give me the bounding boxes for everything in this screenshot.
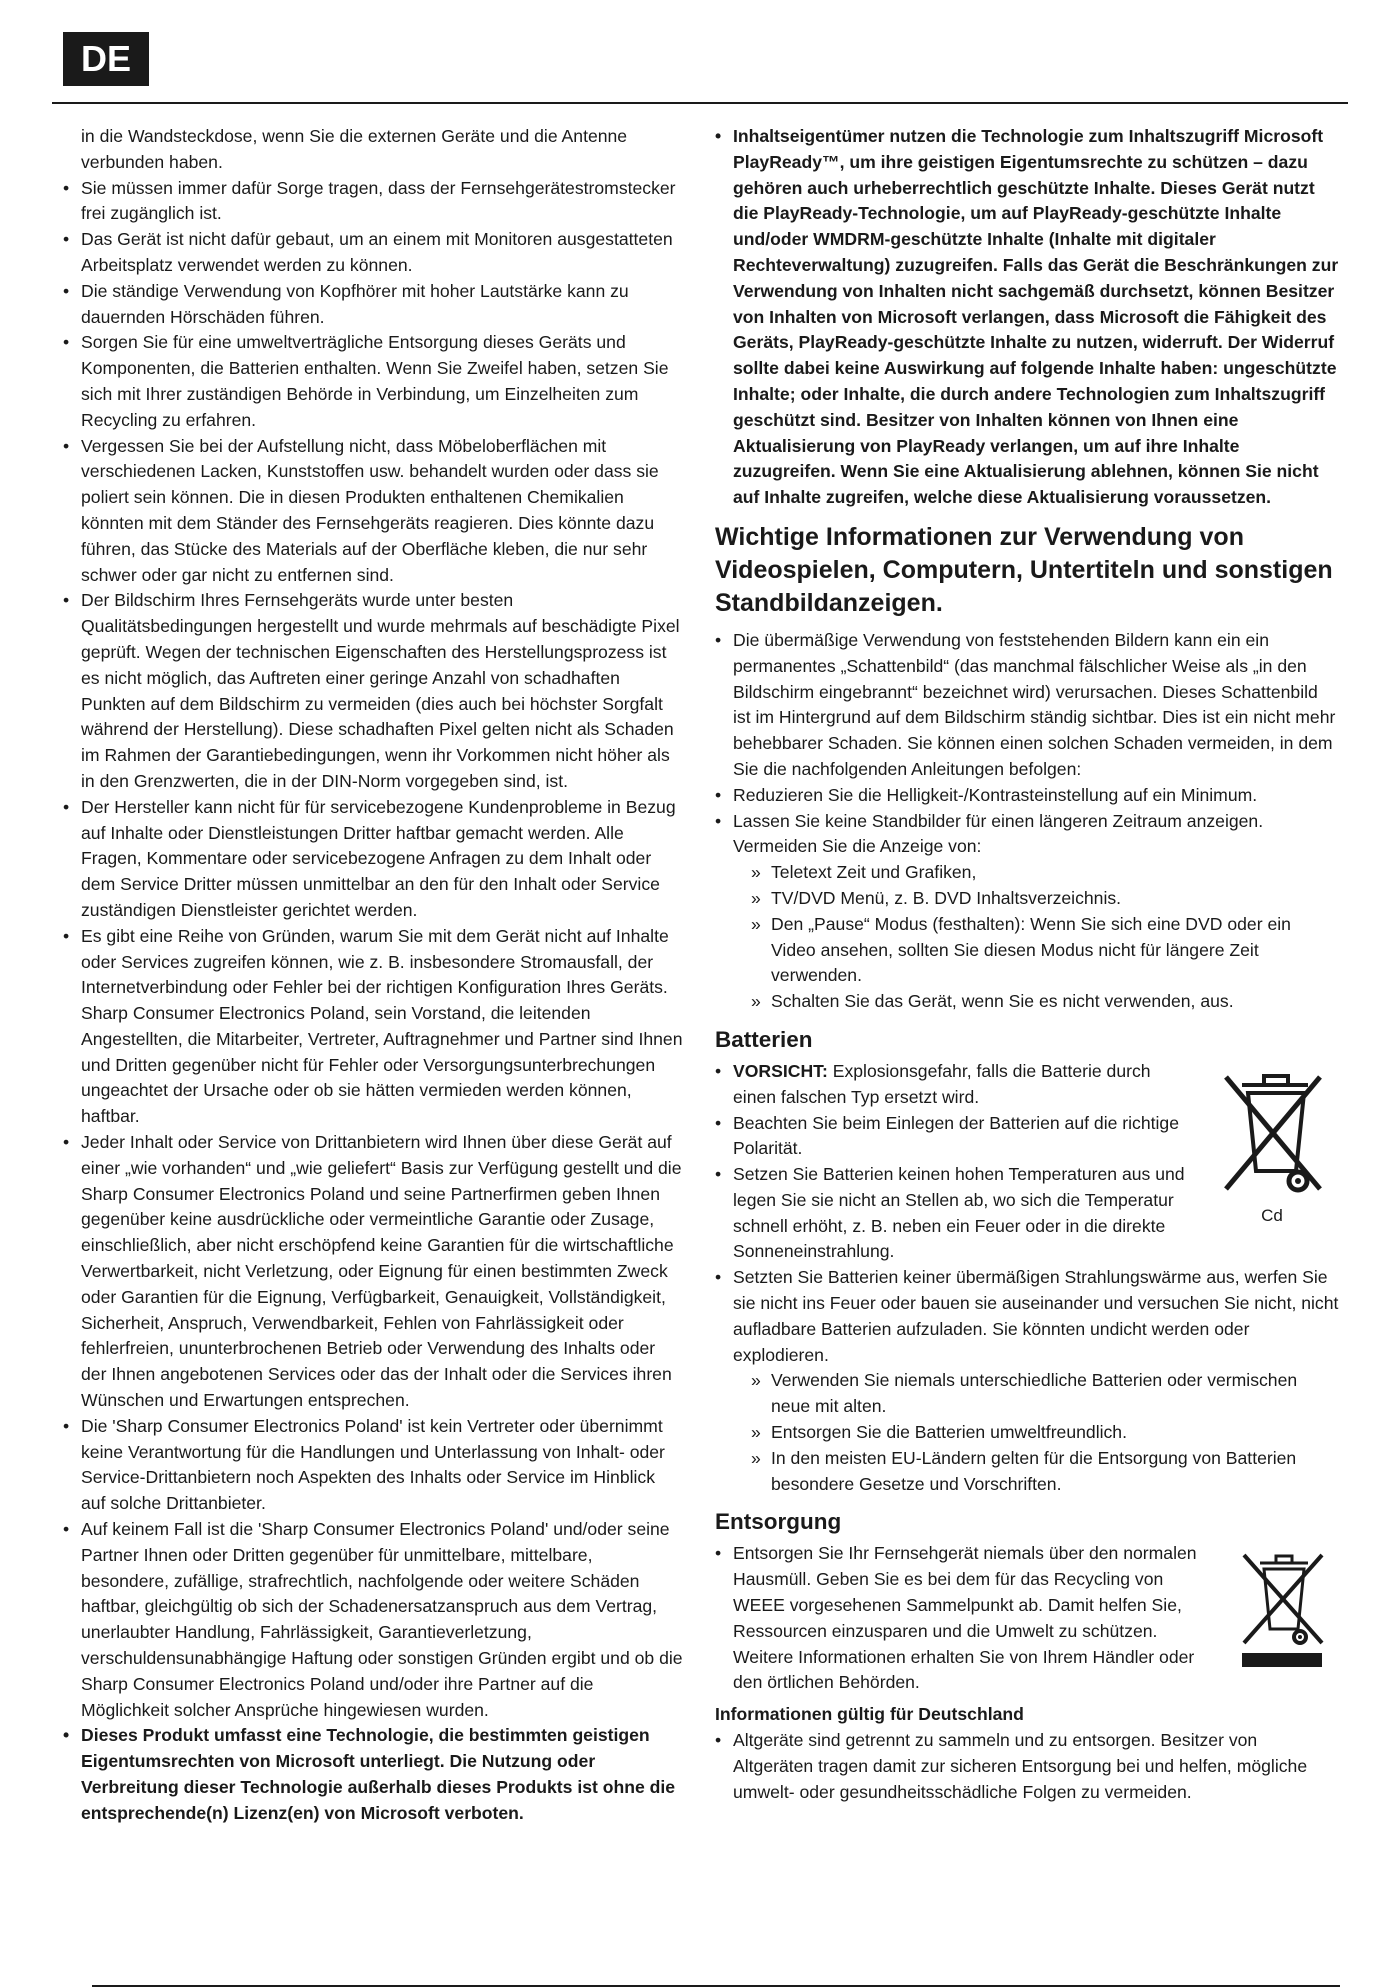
list-item: • Der Bildschirm Ihres Fernsehgeräts wurde unter besten Qualitätsbedingungen hergestellt und wurde mehrmals auf beschädigte Pixel geprüft. Wegen der technischen Eigenschaften des Herstellungsprozess ist es nicht möglich, das Auftreten einer geringe Anzahl von schadhaften Punkten auf dem Bildschirm zu vermeiden (dies auch bei höchster Sorgfalt während der Herstellung). Diese schadhaften Pixel gelten nicht als Schaden im Rahmen der Garantiebedingungen, wenn ihr Vorkommen nicht höher als in den Grenzwerten, die in der DIN-Norm vorgegeben sind, ist.: [63, 588, 683, 794]
list-item: • Sorgen Sie für eine umweltverträgliche Entsorgung dieses Geräts und Komponenten, die Batterien enthalten. Wenn Sie Zweifel haben, setzen Sie sich mit Ihrer zuständigen Behörde in Verbindung, um Einzelheiten zum Recycling zu erfahren.: [63, 330, 683, 433]
list-item: • Auf keinem Fall ist die 'Sharp Consumer Electronics Poland' und/oder seine Partner Ihnen oder Dritten gegenüber für unmittelbare, mittelbare, besondere, zufällige, strafrechtlich, nachfolgende oder weitere Schäden haftbar, gleichgültig ob sich der Schadenersatzanspruch aus dem Vertrag, unerlaubter Handlung, Fahrlässigkeit, Garantieverletzung, verschuldensunabhängige Haftung oder sonstigen Gründen ergibt und ob die Sharp Consumer Electronics Poland und/oder ihre Partner auf die Möglichkeit solcher Ansprüche hingewiesen wurden.: [63, 1517, 683, 1723]
list-item: • Es gibt eine Reihe von Gründen, warum Sie mit dem Gerät nicht auf Inhalte oder Services zugreifen können, wie z. B. insbesondere Stromausfall, der Internetverbindung oder Fehler bei der richtigen Konfiguration Ihres Geräts. Sharp Consumer Electronics Poland, sein Vorstand, die leitenden Angestellten, die Mitarbeiter, Vertreter, Auftragnehmer und Partner sind Ihnen und Dritten gegenüber nicht für Fehler oder Versorgungsunterbrechungen ungeachtet der Ursache oder ob sie hätten vermieden werden können, haftbar.: [63, 924, 683, 1130]
list-item: • Sie müssen immer dafür Sorge tragen, dass der Fernsehgerätestromstecker frei zugänglich ist.: [63, 176, 683, 228]
playready-notice: • Inhaltseigentümer nutzen die Technologie zum Inhaltszugriff Microsoft PlayReady™, um ihre geistigen Eigentumsrechte zu schützen – dazu gehören auch urheberrechtlich geschützte Inhalte. Dieses Gerät nutzt die PlayReady-Technologie, um auf PlayReady-geschützte Inhalte und/oder WMDRM-geschützte Inhalte (Inhalte mit digitaler Rechteverwaltung) zuzugreifen. Falls das Gerät die Beschränkungen zur Verwendung von Inhalten nicht sachgemäß durchsetzt, können Besitzer von Inhalten von Microsoft verlangen, dass Microsoft die Fähigkeit des Geräts, PlayReady-geschützte Inhalte zu nutzen, widerruft. Der Widerruf sollte dabei keine Auswirkung auf folgende Inhalte haben: ungeschützte Inhalte; oder Inhalte, die durch andere Technologien zum Inhaltszugriff geschützt sind. Besitzer von Inhalten können von Ihnen eine Aktualisierung von PlayReady verlangen, um auf ihre Inhalte zuzugreifen. Wenn Sie eine Aktualisierung ablehnen, können Sie nicht auf Inhalte zugreifen, welche diese Aktualisierung voraussetzen.: [715, 124, 1340, 511]
germany-heading: Informationen gültig für Deutschland: [715, 1704, 1024, 1725]
disposal-heading: Entsorgung: [715, 1509, 842, 1535]
caution-item: [715, 1059, 1340, 1111]
right-column: [715, 124, 1340, 1805]
list-item: • Jeder Inhalt oder Service von Drittanbietern wird Ihnen über diese Gerät auf einer „wie vorhanden“ und „wie geliefert“ Basis zur Verfügung gestellt und die Sharp Consumer Electronics Poland und seine Partnerfirmen geben Ihnen gegenüber keine ausdrückliche oder vermeintliche Garantie oder Zusage, einschließlich, aber nicht erschöpfend keine Garantien für die wirtschaftliche Verwertbarkeit, nicht Verletzung, oder Eignung für einen bestimmten Zweck oder Garantien für die Eignung, Verfügbarkeit, Genauigkeit, Vollständigkeit, Sicherheit, Anspruch, Verwendbarkeit, Fehlen von Fahrlässigkeit oder fehlerfreien, ununterbrochenen Betrieb oder Verwendung des Inhalts oder der Ihnen angebotenen Services oder das der Inhalt oder die Services ihren Wünschen und Erwartungen entsprechen.: [63, 1130, 683, 1414]
sub-item: » In den meisten EU-Ländern gelten für die Entsorgung von Batterien besondere Gesetze und Vorschriften.: [751, 1446, 1340, 1498]
batteries-heading: Batterien: [715, 1026, 813, 1052]
header-rule: [52, 102, 1348, 104]
list-item: • Die ständige Verwendung von Kopfhörer mit hoher Lautstärke kann zu dauernden Hörschäden führen.: [63, 279, 683, 331]
list-item: • Lassen Sie keine Standbilder für einen längeren Zeitraum anzeigen. Vermeiden Sie die Anzeige von:: [715, 809, 1340, 861]
sub-item: » Verwenden Sie niemals unterschiedliche Batterien oder vermischen neue mit alten.: [751, 1368, 1340, 1420]
sub-item: » Den „Pause“ Modus (festhalten): Wenn Sie sich eine DVD oder ein Video ansehen, sollten Sie diesen Modus nicht für längere Zeit verwenden.: [751, 912, 1340, 989]
sub-item: » Teletext Zeit und Grafiken,: [751, 860, 1340, 886]
left-column: [63, 124, 683, 1827]
disposal-section: [715, 1541, 1340, 1696]
batteries-section: [715, 1059, 1340, 1369]
list-item: • Setzten Sie Batterien keiner übermäßigen Strahlungswärme aus, werfen Sie sie nicht ins Feuer oder bauen sie auseinander und versuchen Sie nicht, nicht aufladbare Batterien aufzuladen. Sie könnten undicht werden oder explodieren.: [715, 1265, 1340, 1368]
sub-item: » Schalten Sie das Gerät, wenn Sie es nicht verwenden, aus.: [751, 989, 1340, 1015]
batteries-sublist: [715, 1368, 1340, 1497]
list-item: • Setzen Sie Batterien keinen hohen Temperaturen aus und legen Sie sie nicht an Stellen ab, wo sich die Temperatur schnell erhöht, z. B. neben ein Feuer oder in die direkte Sonneneinstrahlung.: [715, 1162, 1340, 1265]
video-sublist: [715, 860, 1340, 1015]
list-item: • Das Gerät ist nicht dafür gebaut, um an einem mit Monitoren ausgestatteten Arbeitsplatz verwendet werden zu können.: [63, 227, 683, 279]
caution-text: Explosionsgefahr, falls die Batterie durch einen falschen Typ ersetzt wird.: [733, 1060, 1151, 1107]
list-item: • Die 'Sharp Consumer Electronics Poland' ist kein Vertreter oder übernimmt keine Verantwortung für die Handlungen und Unterlassung von Inhalt- oder Service-Drittanbietern noch Aspekten des Inhalts oder Service im Hinblick auf solche Drittanbieter.: [63, 1414, 683, 1517]
list-item: • Altgeräte sind getrennt zu sammeln und zu entsorgen. Besitzer von Altgeräten tragen damit zur sicheren Entsorgung bei und helfen, mögliche umwelt- oder gesundheitsschädliche Folgen zu vermeiden.: [715, 1728, 1340, 1805]
sub-item: » Entsorgen Sie die Batterien umweltfreundlich.: [751, 1420, 1340, 1446]
list-item: • Reduzieren Sie die Helligkeit-/Kontrasteinstellung auf ein Minimum.: [715, 783, 1340, 809]
video-heading: Wichtige Informationen zur Verwendung von Videospielen, Computern, Untertiteln und sonstigen Standbildanzeigen.: [715, 522, 1333, 617]
microsoft-notice: • Dieses Produkt umfasst eine Technologie, die bestimmten geistigen Eigentumsrechten von Microsoft unterliegt. Die Nutzung oder Verbreitung dieser Technologie außerhalb dieses Produkts ist ohne die entsprechende(n) Lizenz(en) von Microsoft verboten.: [63, 1723, 683, 1826]
list-item: • Beachten Sie beim Einlegen der Batterien auf die richtige Polarität.: [715, 1111, 1340, 1163]
language-badge: DE: [63, 32, 149, 86]
sub-item: » TV/DVD Menü, z. B. DVD Inhaltsverzeichnis.: [751, 886, 1340, 912]
intro-text: in die Wandsteckdose, wenn Sie die externen Geräte und die Antenne verbunden haben.: [81, 126, 628, 172]
cd-label: Cd: [1261, 1205, 1283, 1225]
list-item: • Der Hersteller kann nicht für für servicebezogene Kundenprobleme in Bezug auf Inhalte oder Dienstleistungen Dritter haftbar gemacht werden. Alle Fragen, Kommentare oder servicebezogene Anfragen zu dem Inhalt oder dem Service Dritter müssen unmittelbar an den für den Inhalt oder Service zuständigen Dienstleister gerichtet werden.: [63, 795, 683, 924]
list-item: • Die übermäßige Verwendung von feststehenden Bildern kann ein ein permanentes „Schattenbild“ (das manchmal fälschlicher Weise als „in den Bildschirm eingebrannt“ bezeichnet wird) verursachen. Dieses Schattenbild ist im Hintergrund auf dem Bildschirm ständig sichtbar. Dies ist ein nicht mehr behebbarer Schaden. Sie können einen solchen Schaden vermeiden, in dem Sie die nachfolgenden Anleitungen befolgen:: [715, 628, 1340, 783]
video-list: [715, 628, 1340, 860]
caution-label: VORSICHT:: [733, 1060, 828, 1081]
list-item: • Vergessen Sie bei der Aufstellung nicht, dass Möbeloberflächen mit verschiedenen Lacken, Kunststoffen usw. behandelt wurden oder dass sie poliert sein können. Die in diesen Produkten enthaltenen Chemikalien könnten mit dem Ständer des Fernsehgeräts reagieren. Dies könnte dazu führen, das Stücke des Materials auf der Oberfläche kleben, die nur sehr schwer oder gar nicht zu entfernen sind.: [63, 434, 683, 589]
list-item: • Entsorgen Sie Ihr Fernsehgerät niemals über den normalen Hausmüll. Geben Sie es bei dem für das Recycling von WEEE vorgesehenen Sammelpunkt ab. Damit helfen Sie, Ressourcen einzusparen und die Umwelt zu schützen. Weitere Informationen erhalten Sie von Ihrem Händler oder den örtlichen Behörden.: [715, 1541, 1340, 1696]
safety-list: [63, 176, 683, 1827]
